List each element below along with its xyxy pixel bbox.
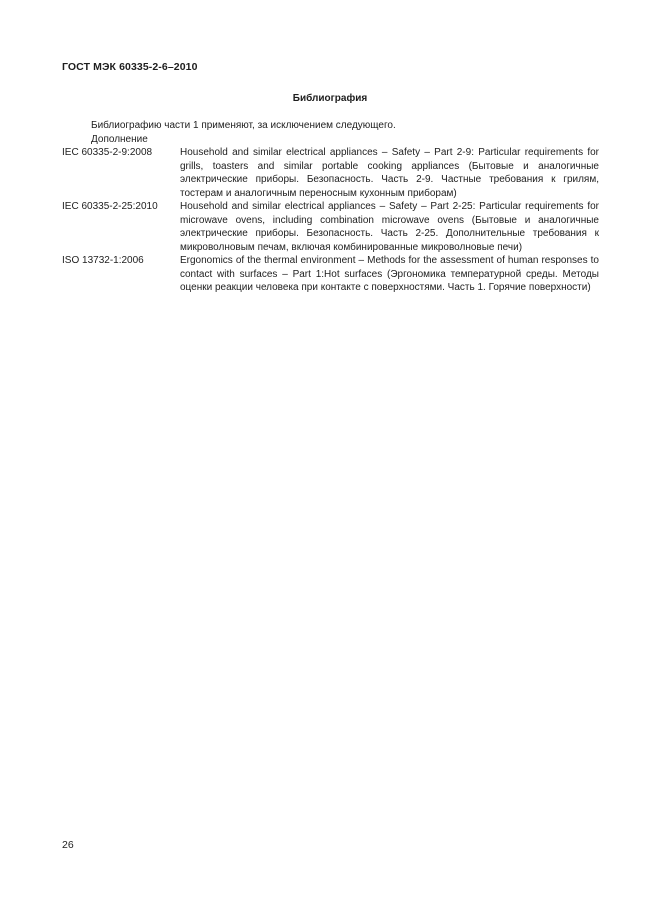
entry-code: ISO 13732-1:2006 [62,255,144,266]
section-title: Библиография [292,93,368,104]
entry-description: Ergonomics of the thermal environment – Methods for the assessment of human responses to contact with surfaces – Part 1:Hot surfaces (Эргономика температурной среды. Методы оценки реакции человека при контакте с поверхностями. Часть 1. Горячие поверхности) [180,255,599,293]
intro-block [91,119,396,146]
entry-code: IEC 60335-2-9:2008 [62,147,153,158]
bibliography-entry [62,200,599,254]
supplement-label: Дополнение [91,133,148,145]
entry-description: Household and similar electrical appliances – Safety – Part 2-9: Particular requirements for grills, toasters and similar portable cooking appliances (Бытовые и аналогичные электрические приборы. Безопасность. Часть 2-9. Частные требования к грилям, тостерам и аналогичным переносным кухонным приборам) [180,147,599,199]
bibliography-list [62,146,599,295]
intro-text: Библиографию части 1 применяют, за исключением следующего. [91,120,396,131]
document-header: ГОСТ МЭК 60335-2-6–2010 [62,61,198,73]
page-number: 26 [62,839,74,851]
bibliography-entry [62,146,599,200]
section-title-wrap [0,93,646,104]
entry-code: IEC 60335-2-25:2010 [62,201,158,212]
bibliography-entry [62,254,599,295]
entry-description: Household and similar electrical appliances – Safety – Part 2-25: Particular requirements for microwave ovens, including combination microwave ovens (Бытовые и аналогичные электрические приборы. Безопасность. Часть 2-25. Дополнительные требования к микроволновым печам, включая комбинированные микроволновые печи) [180,201,599,253]
